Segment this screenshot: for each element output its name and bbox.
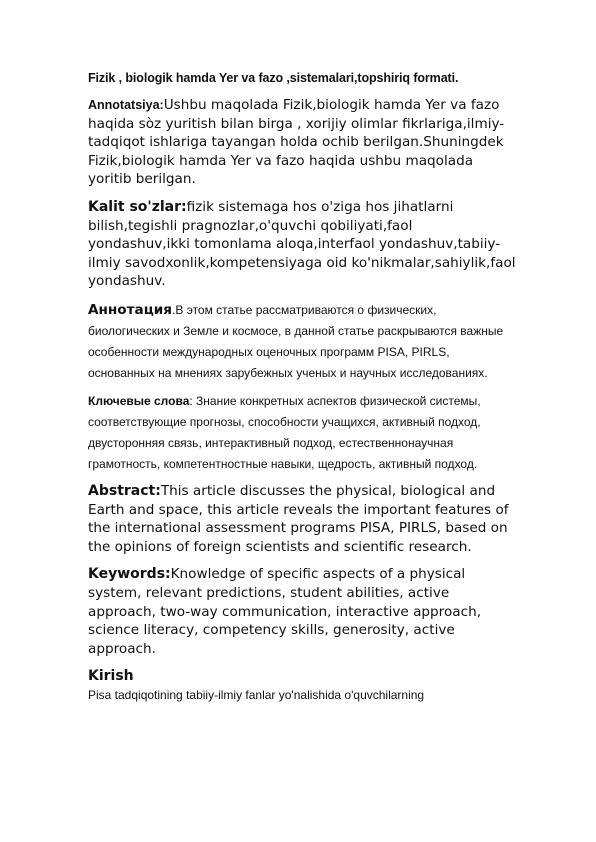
- kirish-first-line: Pisa tadqiqotining tabiiy-ilmiy fanlar yo'nalishida o'quvchilarning: [88, 688, 425, 703]
- annotatsiya-text: Ushbu maqolada Fizik,biologik hamda Yer va fazo haqida sòz yuritish bilan birga , xorijiy olimlar fikrlariga,ilmiy-tadqiqot ishlariga tayangan holda ochib berilgan.Shuningdek Fizik,biologik hamda Yer va fazo haqida ushbu maqolada yoritib berilgan.: [88, 97, 505, 188]
- document-title: Fizik , biologik hamda Yer va fazo ,sistemalari,topshiriq formati.: [88, 71, 459, 85]
- document-page: [88, 70, 516, 703]
- kalit-sozlar-label: Kalit so'zlar:: [88, 198, 187, 215]
- annotatsiya-label: Annotatsiya:: [88, 98, 164, 112]
- abstract-text: This article discusses the physical, biological and Earth and space, this article reveals the important features of the international assessment programs PISA, PIRLS, based on the opinions of foreign scientists and scientific research.: [88, 482, 509, 555]
- abstract-label: Abstract:: [88, 482, 161, 499]
- annotatsiya-ru-label: Аннотация: [88, 301, 173, 318]
- annotatsiya-ru-text: .В этом статье рассматриваются о физических, биологических и Земле и космосе, в данной статье раскрываются важные особенности международных оценочных программ PISA, PIRLS, основанных на мнениях зарубежных ученых и научных исследованиях.: [88, 302, 504, 380]
- kirish-heading: Kirish: [88, 668, 134, 685]
- annotatsiya-paragraph: [88, 96, 516, 189]
- klyuchevye-slova-label: Ключевые слова: [88, 393, 190, 408]
- kalit-sozlar-text: fizik sistemaga hos o'ziga hos jihatlarni bilish,tegishli pragnozlar,o'quvchi qobiliyati,faol yondashuv,ikki tomonlama aloqa,interfaol yondashuv,tabiiy-ilmiy savodxonlik,kompetensiyaga oid ko'nikmalar,sahiylik,faol yondashuv.: [88, 198, 516, 290]
- annotatsiya-ru-paragraph: [88, 300, 516, 384]
- klyuchevye-slova-text: : Знание конкретных аспектов физической системы, соответствующие прогнозы, способности учащихся, активный подход, двусторонняя связь, интерактивный подход, естественнонаучная грамотность, компетентностные навыки, щедрость, активный подход.: [88, 393, 481, 471]
- abstract-paragraph: [88, 482, 516, 556]
- keywords-paragraph: [88, 565, 516, 658]
- klyuchevye-slova-paragraph: [88, 391, 516, 475]
- keywords-text: Knowledge of specific aspects of a physical system, relevant predictions, student abilities, active approach, two-way communication, interactive approach, science literacy, competency skills, generosity, active approach.: [88, 566, 482, 657]
- keywords-label: Keywords:: [88, 566, 171, 583]
- kalit-sozlar-paragraph: [88, 198, 516, 291]
